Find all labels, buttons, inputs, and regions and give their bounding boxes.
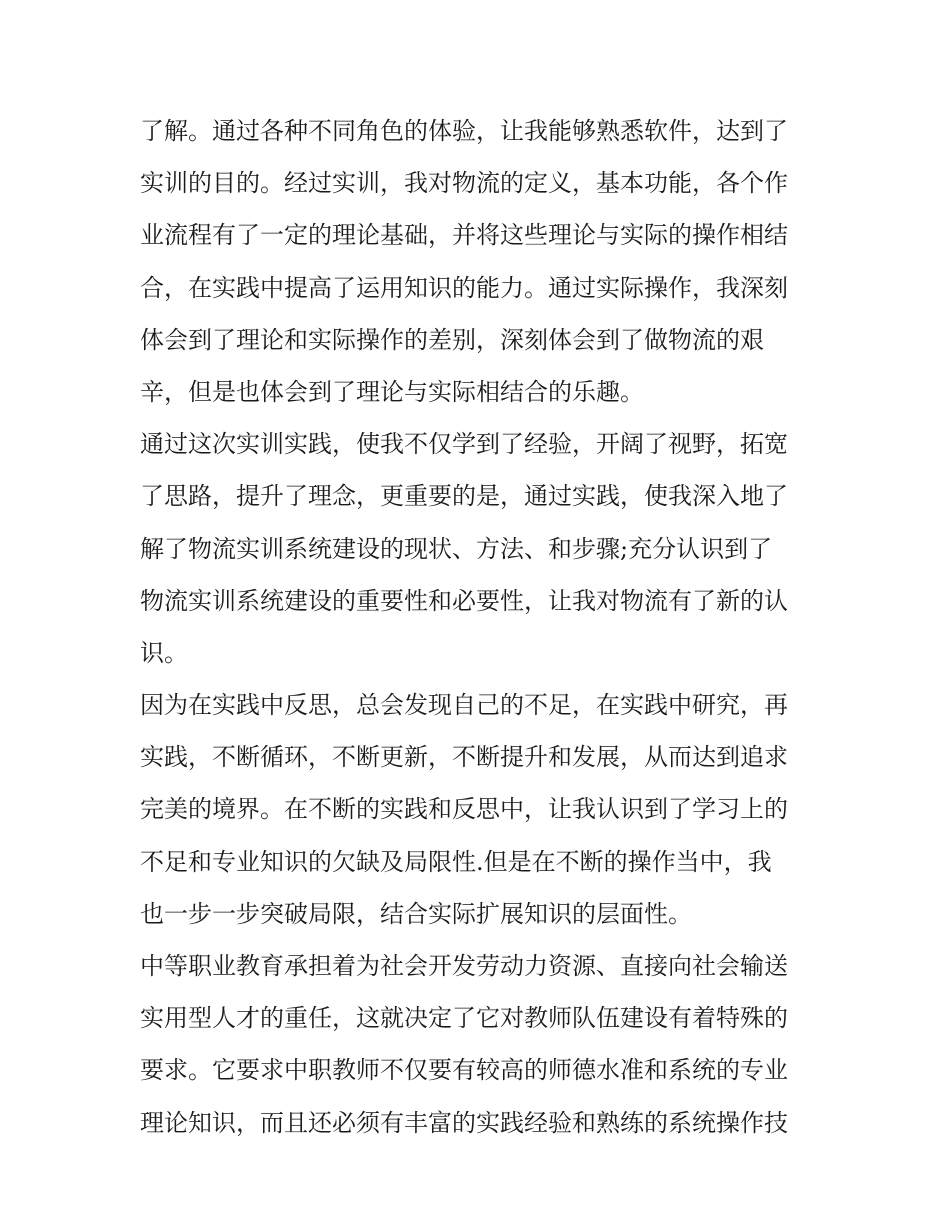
text-line: 体会到了理论和实际操作的差别，深刻体会到了做物流的艰	[140, 325, 764, 354]
text-line: 中等职业教育承担着为社会开发劳动力资源、直接向社会输送	[140, 952, 788, 980]
text-line: 实用型人才的重任，这就决定了它对教师队伍建设有着特殊的	[140, 1004, 788, 1033]
text-line: 也一步一步突破局限，结合实际扩展知识的层面性。	[140, 899, 692, 928]
text-line: 了思路，提升了理念，更重要的是，通过实践，使我深入地了	[140, 482, 788, 511]
body-text	[140, 105, 830, 1149]
text-line: 不足和专业知识的欠缺及局限性.但是在不断的操作当中，我	[140, 847, 772, 876]
text-line: 业流程有了一定的理论基础，并将这些理论与实际的操作相结	[140, 221, 788, 250]
text-line: 通过这次实训实践，使我不仅学到了经验，开阔了视野，拓宽	[140, 430, 788, 459]
text-line: 实训的目的。经过实训，我对物流的定义，基本功能，各个作	[140, 169, 788, 198]
text-line: 合，在实践中提高了运用知识的能力。通过实际操作，我深刻	[140, 273, 788, 302]
text-line: 因为在实践中反思，总会发现自己的不足，在实践中研究，再	[140, 691, 788, 720]
text-line: 识。	[140, 638, 188, 667]
text-line: 实践，不断循环，不断更新，不断提升和发展，从而达到追求	[140, 743, 788, 772]
text-line: 解了物流实训系统建设的现状、方法、和步骤;充分认识到了	[140, 534, 773, 563]
text-line: 辛，但是也体会到了理论与实际相结合的乐趣。	[140, 377, 644, 406]
text-line: 了解。通过各种不同角色的体验，让我能够熟悉软件，达到了	[140, 117, 788, 145]
text-line: 物流实训系统建设的重要性和必要性，让我对物流有了新的认	[140, 586, 788, 615]
text-line: 完美的境界。在不断的实践和反思中，让我认识到了学习上的	[140, 795, 788, 824]
text-line: 要求。它要求中职教师不仅要有较高的师德水准和系统的专业	[140, 1056, 788, 1085]
text-line: 理论知识，而且还必须有丰富的实践经验和熟练的系统操作技	[140, 1108, 788, 1137]
